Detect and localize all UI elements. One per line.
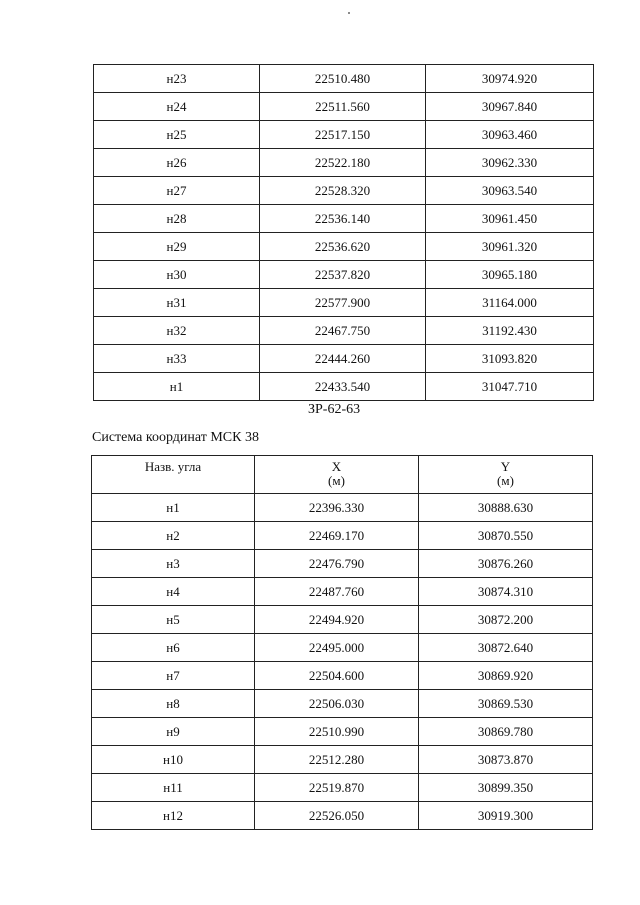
y-cell: 31192.430 [426, 317, 594, 345]
x-cell: 22511.560 [260, 93, 426, 121]
header-x [255, 456, 419, 494]
table-row [92, 662, 593, 690]
x-cell: 22536.140 [260, 205, 426, 233]
coordinates-table-body [92, 494, 593, 830]
corner-name-cell: н9 [92, 718, 255, 746]
corner-name-cell: н32 [94, 317, 260, 345]
corner-name-cell: н4 [92, 578, 255, 606]
table-row [92, 802, 593, 830]
x-cell: 22487.760 [255, 578, 419, 606]
table-row [94, 205, 594, 233]
table-row [92, 606, 593, 634]
coordinates-table [91, 455, 593, 830]
header-y-unit: (м) [497, 473, 514, 488]
table-row [94, 373, 594, 401]
header-corner-name [92, 456, 255, 494]
corner-name-cell: н27 [94, 177, 260, 205]
y-cell: 30876.260 [419, 550, 593, 578]
x-cell: 22504.600 [255, 662, 419, 690]
corner-name-cell: н12 [92, 802, 255, 830]
y-cell: 30872.200 [419, 606, 593, 634]
x-cell: 22577.900 [260, 289, 426, 317]
table-row [92, 718, 593, 746]
corner-name-cell: н26 [94, 149, 260, 177]
corner-name-cell: н31 [94, 289, 260, 317]
table-row [92, 634, 593, 662]
table-row [94, 289, 594, 317]
table-row [94, 261, 594, 289]
scan-speck [348, 12, 350, 14]
corner-name-cell: н25 [94, 121, 260, 149]
x-cell: 22536.620 [260, 233, 426, 261]
x-cell: 22476.790 [255, 550, 419, 578]
y-cell: 30974.920 [426, 65, 594, 93]
table-row [94, 121, 594, 149]
y-cell: 30899.350 [419, 774, 593, 802]
y-cell: 30961.320 [426, 233, 594, 261]
x-cell: 22519.870 [255, 774, 419, 802]
x-cell: 22444.260 [260, 345, 426, 373]
x-cell: 22494.920 [255, 606, 419, 634]
table-row [92, 690, 593, 718]
table-row [92, 522, 593, 550]
corner-name-cell: н1 [94, 373, 260, 401]
y-cell: 31164.000 [426, 289, 594, 317]
corner-name-cell: н5 [92, 606, 255, 634]
table-row [94, 149, 594, 177]
corner-name-cell: н1 [92, 494, 255, 522]
x-cell: 22495.000 [255, 634, 419, 662]
table-row [94, 177, 594, 205]
table-row [92, 550, 593, 578]
corner-name-cell: н24 [94, 93, 260, 121]
y-cell: 30963.540 [426, 177, 594, 205]
x-cell: 22517.150 [260, 121, 426, 149]
table-row [94, 65, 594, 93]
y-cell: 30888.630 [419, 494, 593, 522]
x-cell: 22469.170 [255, 522, 419, 550]
x-cell: 22526.050 [255, 802, 419, 830]
x-cell: 22396.330 [255, 494, 419, 522]
table-row [94, 233, 594, 261]
table-row [94, 93, 594, 121]
coordinate-system-label: Система координат МСК 38 [92, 430, 259, 445]
table-row [94, 345, 594, 373]
y-cell: 30872.640 [419, 634, 593, 662]
header-x-label: X [331, 459, 342, 474]
header-corner-name-label: Назв. угла [144, 459, 202, 474]
y-cell: 30874.310 [419, 578, 593, 606]
y-cell: 30870.550 [419, 522, 593, 550]
corner-name-cell: н3 [92, 550, 255, 578]
y-cell: 30961.450 [426, 205, 594, 233]
header-x-unit: (м) [328, 473, 345, 488]
y-cell: 30965.180 [426, 261, 594, 289]
x-cell: 22467.750 [260, 317, 426, 345]
x-cell: 22510.990 [255, 718, 419, 746]
y-cell: 30967.840 [426, 93, 594, 121]
table-row [92, 578, 593, 606]
y-cell: 30873.870 [419, 746, 593, 774]
y-cell: 30869.920 [419, 662, 593, 690]
x-cell: 22510.480 [260, 65, 426, 93]
corner-name-cell: н33 [94, 345, 260, 373]
corner-name-cell: н10 [92, 746, 255, 774]
corner-name-cell: н7 [92, 662, 255, 690]
x-cell: 22537.820 [260, 261, 426, 289]
corner-name-cell: н28 [94, 205, 260, 233]
corner-name-cell: н6 [92, 634, 255, 662]
table-row [92, 746, 593, 774]
corner-name-cell: н2 [92, 522, 255, 550]
y-cell: 30919.300 [419, 802, 593, 830]
table-row [92, 774, 593, 802]
corner-name-cell: н11 [92, 774, 255, 802]
header-y [419, 456, 593, 494]
x-cell: 22522.180 [260, 149, 426, 177]
y-cell: 30869.530 [419, 690, 593, 718]
header-y-label: Y [500, 459, 511, 474]
y-cell: 30963.460 [426, 121, 594, 149]
y-cell: 31047.710 [426, 373, 594, 401]
coordinates-table-continued-body [94, 65, 594, 401]
x-cell: 22512.280 [255, 746, 419, 774]
coordinates-table-continued [93, 64, 594, 401]
x-cell: 22506.030 [255, 690, 419, 718]
table-row [94, 317, 594, 345]
x-cell: 22433.540 [260, 373, 426, 401]
corner-name-cell: н23 [94, 65, 260, 93]
table-header-row [92, 456, 593, 494]
corner-name-cell: н30 [94, 261, 260, 289]
corner-name-cell: н8 [92, 690, 255, 718]
y-cell: 30869.780 [419, 718, 593, 746]
x-cell: 22528.320 [260, 177, 426, 205]
corner-name-cell: н29 [94, 233, 260, 261]
y-cell: 31093.820 [426, 345, 594, 373]
section-caption: ЗР-62-63 [308, 402, 361, 417]
y-cell: 30962.330 [426, 149, 594, 177]
table-row [92, 494, 593, 522]
